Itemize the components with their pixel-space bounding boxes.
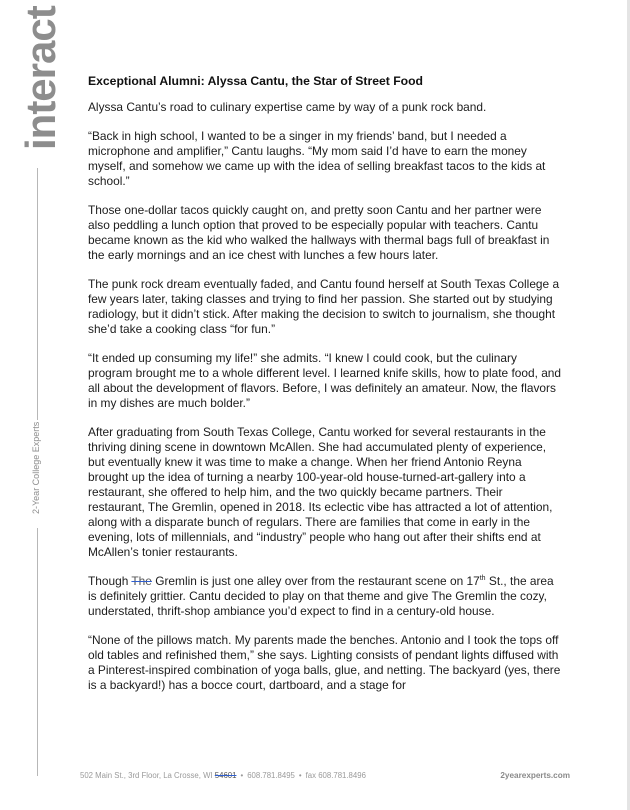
paragraph-college: The punk rock dream eventually faded, and Cantu found herself at South Texas College a few years later, taking classes and trying to find her passion. She started out by studying radiology, but it didn’t stick. After making the decision to switch to journalism, she thought she’d take a cooking class “for fun.” xyxy=(88,277,560,337)
paragraph-decor: “None of the pillows match. My parents made the benches. Antonio and I took the tops off old tables and refinished them,” she says. Lighting consists of pendant lights diffused with a Pinterest-inspired combination of yoga balls, glue, and netting. The backyard (yes, there is a backyard!) has a bocce court, dartboard, and a stage for xyxy=(88,633,561,692)
footer-street: 502 Main St., 3rd Floor, La Crosse, WI xyxy=(80,771,213,780)
paragraph-quote-culinary: “It ended up consuming my life!” she admits. “I knew I could cook, but the culinary program brought me to a whole different level. I learned knife skills, how to plate food, and all about the development of flavors. Before, I was definitely an amateur. Now, the flavors in my dishes are much bolder.” xyxy=(88,351,562,411)
footer-website: 2yearexperts.com xyxy=(500,771,570,780)
footer-separator-2: • xyxy=(298,771,302,780)
footer-zip: 54601 xyxy=(214,771,237,780)
footer-address xyxy=(80,771,366,780)
sidebar-rule-top xyxy=(37,168,38,420)
article-title: Exceptional Alumni: Alyssa Cantu, the Star of Street Food xyxy=(88,74,423,88)
interact-logo: interact xyxy=(17,6,64,150)
footer-phone: 608.781.8495 xyxy=(247,771,295,780)
sidebar-rule-bottom xyxy=(37,528,38,776)
article-body xyxy=(88,74,562,707)
footer-separator-1: • xyxy=(240,771,244,780)
tracked-deletion: The xyxy=(131,573,152,588)
paragraph-location xyxy=(88,574,562,619)
paragraph-quote-band: “Back in high school, I wanted to be a singer in my friends’ band, but I needed a microphone and amplifier,” Cantu laughs. “My mom said I’d have to earn the money myself, and somehow we came up with the idea of selling breakfast tacos to the kids at school.” xyxy=(88,129,546,189)
location-text-end: St., the area is definitely grittier. Cantu decided to play on that theme and give The Gremlin the cozy, understated, thrift-shop ambiance you’d expect to find in a century-old house. xyxy=(88,573,554,618)
paragraph-intro: Alyssa Cantu’s road to culinary expertise came by way of a punk rock band. xyxy=(88,100,487,114)
location-text-mid: Gremlin is just one alley over from the restaurant scene on 17 xyxy=(151,573,480,588)
paragraph-restaurant: After graduating from South Texas College, Cantu worked for several restaurants in the thriving dining scene in downtown McAllen. She had accumulated plenty of experience, but eventually knew it was time to make a change. When her friend Antonio Reyna brought up the idea of turning a nearby 100-year-old house-turned-art-gallery into a restaurant, she offered to help him, and the two quickly became partners. Their restaurant, The Gremlin, opened in 2018. Its eclectic vibe has attracted a lot of attention, along with a disparate bunch of regulars. There are families that come in early in the evening, lots of millennials, and “industry” people who hang out after their shifts end at McAllen’s tonier restaurants. xyxy=(88,425,553,559)
paragraph-tacos: Those one-dollar tacos quickly caught on, and pretty soon Cantu and her partner were also peddling a lunch option that proved to be especially popular with teachers. Cantu became known as the kid who walked the hallways with thermal bags full of breakfast in the early mornings and an ice chest with lunches a few hours later. xyxy=(88,203,550,263)
footer-fax: fax 608.781.8496 xyxy=(305,771,366,780)
sidebar-tagline: 2-Year College Experts xyxy=(31,421,41,514)
ordinal-suffix: th xyxy=(479,574,486,582)
location-text-start: Though xyxy=(88,573,132,588)
